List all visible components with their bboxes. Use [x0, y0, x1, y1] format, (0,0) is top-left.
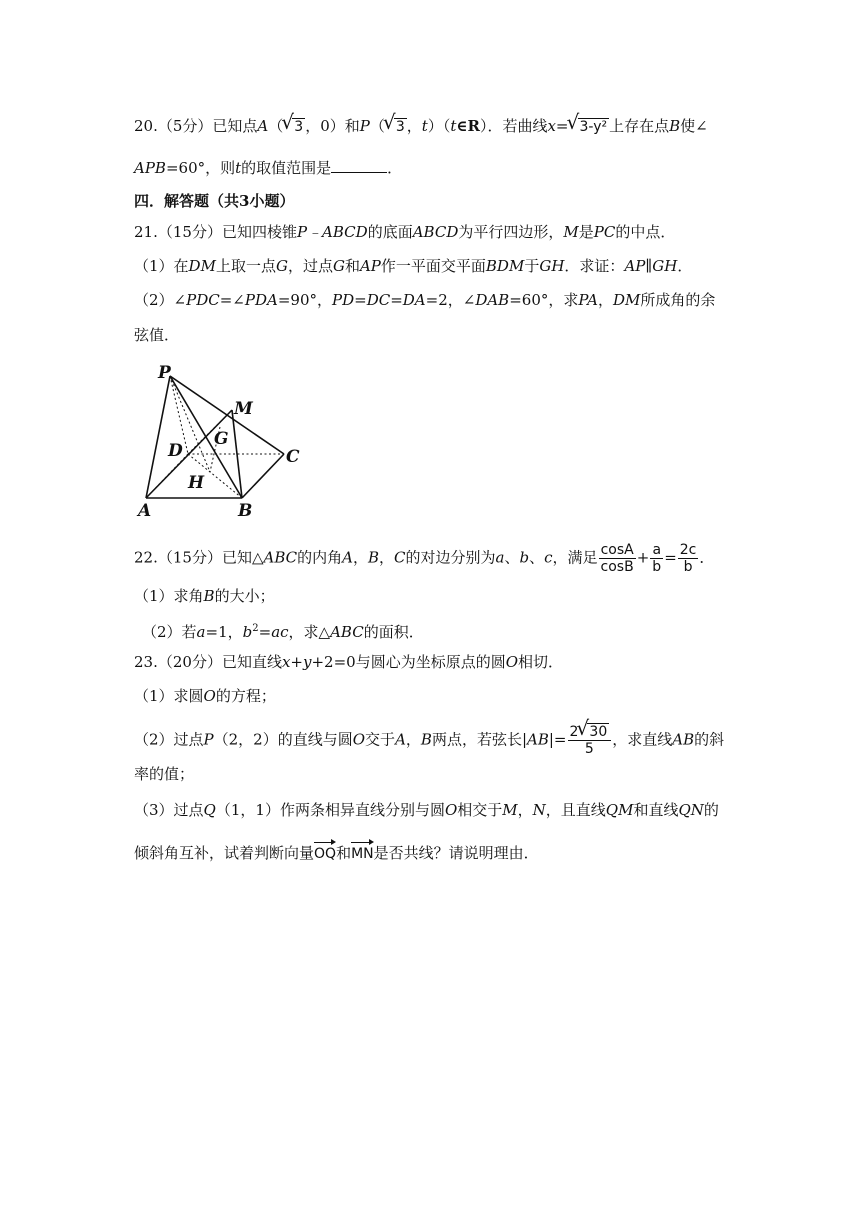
- math: A: [395, 730, 406, 749]
- math: x+y: [281, 653, 312, 671]
- math: G: [332, 257, 345, 275]
- q21-text: 上取一点: [215, 257, 276, 275]
- q23-text: |=: [548, 730, 567, 749]
- q23-text: 23.（20分）已知直线: [134, 653, 282, 671]
- equals: =: [258, 623, 272, 641]
- var-t: t: [421, 117, 428, 135]
- q22-text: （1）求角: [134, 587, 204, 605]
- q21-part1: [134, 256, 692, 276]
- q23-text: 的: [703, 801, 719, 819]
- math: PDA: [244, 291, 278, 309]
- label-b: B: [238, 501, 253, 521]
- q23-text: （1）求圆: [134, 687, 204, 705]
- sqrt-3: √ 3: [283, 116, 305, 137]
- q22-text: ，满足: [552, 548, 598, 567]
- equals: =: [555, 117, 569, 135]
- answer-blank[interactable]: [331, 158, 387, 173]
- math: M: [502, 801, 518, 819]
- label-g: G: [214, 429, 229, 449]
- vector-mn: MN: [351, 842, 374, 864]
- label-p: P: [158, 363, 171, 383]
- q23-text: ，求直线: [612, 730, 673, 749]
- q20-text: =60°，则: [165, 159, 236, 177]
- q23-stem: [134, 652, 563, 672]
- edge-pa: [146, 376, 170, 498]
- math: DA: [402, 291, 426, 309]
- math: PDC: [186, 291, 220, 309]
- q20-line2: [134, 158, 402, 178]
- q23-text: 的斜: [694, 730, 725, 749]
- math: BDM: [485, 257, 525, 275]
- sqrt-curve: √ 3-y²: [569, 116, 610, 137]
- q23-text: （1，1）作两条相异直线分别与圆: [215, 801, 445, 819]
- q23-part2-cont: 率的值；: [134, 765, 195, 783]
- equals: =: [354, 291, 367, 309]
- point-a: A: [257, 117, 269, 135]
- equals: =: [664, 548, 677, 567]
- sqrt-3: √ 3: [385, 116, 407, 137]
- q21-text: 作一平面交平面: [380, 257, 486, 275]
- math: ABC: [330, 623, 364, 641]
- q22-text: ，求△: [288, 623, 331, 641]
- math: DM: [612, 291, 641, 309]
- var-t: t: [450, 117, 457, 135]
- math: Q: [203, 801, 216, 819]
- pyramid-figure: [132, 362, 312, 522]
- math: a: [495, 548, 505, 567]
- math: PD: [331, 291, 355, 309]
- point-b: B: [669, 117, 681, 135]
- math: P﹣ABCD: [296, 223, 368, 241]
- section-heading: 四．解答题（共3小题）: [134, 192, 295, 210]
- q22-part1: [134, 586, 275, 606]
- q23-text: +2=0与圆心为坐标原点的圆: [311, 653, 506, 671]
- q22-text: 的大小；: [214, 587, 275, 605]
- q23-text: 和: [336, 844, 352, 862]
- q23-part1: [134, 686, 276, 706]
- q23-part3: [134, 800, 719, 820]
- math: QM: [605, 801, 634, 819]
- q23-text: 的方程；: [215, 687, 276, 705]
- q23-part3-cont: [134, 842, 539, 864]
- math: DM: [188, 257, 216, 275]
- comma: ，: [379, 548, 395, 567]
- edge-bc: [242, 454, 284, 498]
- math: ac: [271, 623, 289, 641]
- math: c: [544, 548, 553, 567]
- label-h: H: [188, 473, 205, 493]
- math: AB: [527, 730, 549, 749]
- paren: （: [268, 117, 284, 135]
- q21-text: （2）∠: [134, 291, 187, 309]
- q23-text: （2）过点: [134, 730, 204, 749]
- q23-text: （2，2）的直线与圆: [213, 730, 353, 749]
- q21-part2: [134, 290, 715, 310]
- q21-text: 的中点．: [615, 223, 676, 241]
- in-r: ∈R: [456, 117, 480, 135]
- q21-stem: [134, 222, 675, 242]
- label-m: M: [234, 399, 253, 419]
- q21-text: =2，∠: [425, 291, 476, 309]
- comma: ，: [597, 291, 613, 309]
- q23-text: ，且直线: [545, 801, 606, 819]
- q20-text: ，0）和: [305, 117, 360, 135]
- math: DC: [366, 291, 391, 309]
- q21-text: 为平行四边形，: [458, 223, 564, 241]
- q22-part2: [142, 619, 424, 642]
- q22-text: （2）若: [142, 623, 197, 641]
- q21-text: 所成角的余: [640, 291, 716, 309]
- math: M: [563, 223, 579, 241]
- q21-text: =90°，: [277, 291, 332, 309]
- comma: ，: [406, 117, 422, 135]
- angle-apb: APB: [134, 159, 166, 177]
- math: O: [352, 730, 366, 749]
- q22-text: 22.（15分）已知△: [134, 548, 264, 567]
- comma: ，: [352, 548, 368, 567]
- q21-text: 的底面: [367, 223, 413, 241]
- math: QN: [678, 801, 704, 819]
- q22-text: 的内角: [297, 548, 343, 567]
- q20-text: ）．若曲线: [479, 117, 548, 135]
- q23-text: 两点，若弦长|: [431, 730, 528, 749]
- q23-text: 是否共线？请说明理由．: [373, 844, 539, 862]
- vector-oq: OQ: [314, 842, 336, 864]
- q20-text: 的取值范围是: [241, 159, 332, 177]
- q22-text: =1，: [205, 623, 243, 641]
- math: b: [519, 548, 530, 567]
- comma: ，: [405, 730, 421, 749]
- q21-text: 21.（15分）已知四棱锥: [134, 223, 297, 241]
- q22-stem: [134, 542, 714, 575]
- fraction-2c-b: $\frac{2c}{b}$: [679, 542, 697, 575]
- q22-text: 的面积．: [363, 623, 424, 641]
- label-c: C: [286, 447, 300, 467]
- math: GH: [539, 257, 565, 275]
- q21-text: （1）在: [134, 257, 189, 275]
- math: C: [394, 548, 406, 567]
- math: B: [420, 730, 432, 749]
- equals: =: [390, 291, 403, 309]
- period: ．: [387, 159, 403, 177]
- math: PC: [593, 223, 616, 241]
- math: ABC: [263, 548, 298, 567]
- period: ．: [699, 548, 715, 567]
- fraction-cosa-cosb: $\frac{\cos A}{\cos B}$: [600, 542, 634, 575]
- var-x: x: [547, 117, 556, 135]
- q21-text: =∠: [219, 291, 245, 309]
- math: P: [203, 730, 214, 749]
- label-d: D: [168, 441, 183, 461]
- math: N: [532, 801, 546, 819]
- q23-text: 交于: [365, 730, 396, 749]
- fraction-2sqrt30-5: $\frac{2√ 30}{5}$: [568, 724, 612, 757]
- math: AP∥GH: [624, 257, 678, 275]
- math: PA: [578, 291, 598, 309]
- math: B: [367, 548, 380, 567]
- math: B: [203, 587, 215, 605]
- math: O: [203, 687, 216, 705]
- sep: 、: [529, 548, 545, 567]
- q21-text: =60°，求: [509, 291, 579, 309]
- math: a: [196, 623, 206, 641]
- paren: （: [369, 117, 385, 135]
- superscript: 2: [252, 623, 259, 634]
- q21-part2-cont: 弦值．: [134, 326, 180, 344]
- math: O: [444, 801, 458, 819]
- sep: 、: [504, 548, 520, 567]
- math: AP: [359, 257, 381, 275]
- q23-text: （3）过点: [134, 801, 204, 819]
- plus: +: [636, 548, 650, 567]
- q23-part2: [134, 724, 724, 757]
- q23-text: 相交于: [457, 801, 503, 819]
- q20-text: 20.（5分）已知点: [134, 117, 258, 135]
- q22-text: 的对边分别为: [405, 548, 496, 567]
- math: ABCD: [412, 223, 459, 241]
- math: G: [275, 257, 288, 275]
- comma: ，: [517, 801, 533, 819]
- math: DAB: [475, 291, 510, 309]
- q21-text: ．求证：: [564, 257, 625, 275]
- q23-text: 倾斜角互补，试着判断向量: [134, 844, 315, 862]
- q20-text: 上存在点: [609, 117, 670, 135]
- fraction-a-b: $\frac{a}{b}$: [652, 542, 662, 575]
- q23-text: 相切．: [518, 653, 564, 671]
- q21-text: 于: [524, 257, 540, 275]
- math: O: [505, 653, 519, 671]
- math: AB: [672, 730, 695, 749]
- q21-text: 是: [578, 223, 594, 241]
- math: A: [342, 548, 353, 567]
- point-p: P: [359, 117, 370, 135]
- q21-text: 和: [344, 257, 360, 275]
- var-t: t: [235, 159, 242, 177]
- q20-line1: [134, 116, 708, 137]
- q23-text: 和直线: [633, 801, 679, 819]
- paren: ）（: [427, 117, 451, 135]
- period: ．: [677, 257, 693, 275]
- q20-text: 使∠: [680, 117, 708, 135]
- q21-text: ，过点: [287, 257, 333, 275]
- label-a: A: [138, 501, 152, 521]
- math: b: [242, 623, 253, 641]
